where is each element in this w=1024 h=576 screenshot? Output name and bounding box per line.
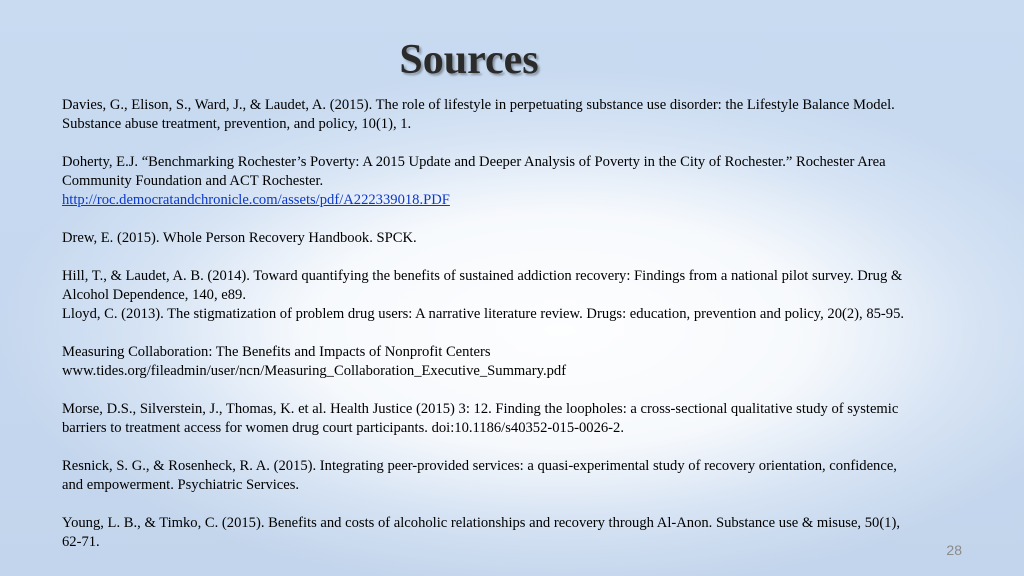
reference-spacer [62,324,982,343]
reference-entry [62,96,982,134]
reference-line: Drew, E. (2015). Whole Person Recovery Handbook. SPCK. [62,230,417,246]
reference-line: Davies, G., Elison, S., Ward, J., & Laudet, A. (2015). The role of lifestyle in perpetuating substance use disorder: the Lifestyle Balance Model. [62,97,895,113]
reference-line: Community Foundation and ACT Rochester. [62,173,324,189]
reference-line: Substance abuse treatment, prevention, and policy, 10(1), 1. [62,116,412,132]
reference-spacer [62,438,982,457]
reference-spacer [62,210,982,229]
reference-line: barriers to treatment access for women drug court participants. doi:10.1186/s40352-015-0026-2. [62,420,624,436]
reference-line: Hill, T., & Laudet, A. B. (2014). Toward quantifying the benefits of sustained addiction recovery: Findings from a national pilot survey. Drug & [62,268,903,284]
reference-entry [62,267,982,324]
slide-title: Sources [399,37,539,83]
reference-line: Morse, D.S., Silverstein, J., Thomas, K. et al. Health Justice (2015) 3: 12. Finding the loopholes: a cross-sectional qualitative study of systemic [62,401,899,417]
reference-entry [62,229,982,248]
reference-entry [62,514,982,552]
reference-spacer [62,381,982,400]
page-number: 28 [946,542,962,558]
reference-line: www.tides.org/fileadmin/user/ncn/Measuring_Collaboration_Executive_Summary.pdf [62,363,567,379]
reference-line: Young, L. B., & Timko, C. (2015). Benefits and costs of alcoholic relationships and recovery through Al-Anon. Substance use & misuse, 50(1), [62,515,900,531]
reference-entry [62,457,982,495]
reference-line: Doherty, E.J. “Benchmarking Rochester’s Poverty: A 2015 Update and Deeper Analysis of Poverty in the City of Rochester.” Rochester Area [62,154,886,170]
reference-entry [62,153,982,210]
reference-link[interactable]: http://roc.democratandchronicle.com/assets/pdf/A222339018.PDF [62,192,450,208]
reference-spacer [62,495,982,514]
reference-spacer [62,134,982,153]
reference-list [62,96,982,552]
reference-spacer [62,248,982,267]
reference-line: Measuring Collaboration: The Benefits and Impacts of Nonprofit Centers [62,344,491,360]
reference-entry [62,343,982,381]
reference-entry [62,400,982,438]
reference-line: Lloyd, C. (2013). The stigmatization of problem drug users: A narrative literature review. Drugs: education, prevention and policy, 20(2), 85-95. [62,306,905,322]
reference-line: Resnick, S. G., & Rosenheck, R. A. (2015). Integrating peer-provided services: a quasi-experimental study of recovery orientation, confidence, [62,458,897,474]
reference-line: and empowerment. Psychiatric Services. [62,477,300,493]
reference-line: 62-71. [62,534,100,550]
reference-line: Alcohol Dependence, 140, e89. [62,287,246,303]
